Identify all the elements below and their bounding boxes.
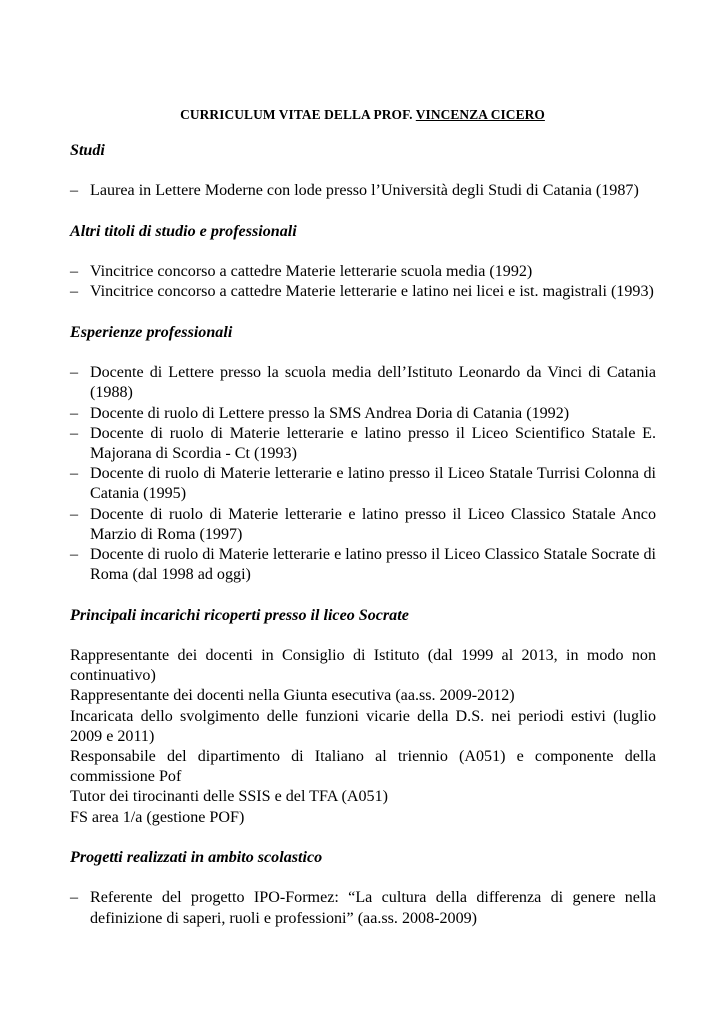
list-item-text: Docente di ruolo di Materie letterarie e latino presso il Liceo Classico Statale Anco Marzio di Roma (1997) [90, 505, 656, 543]
title-prefix: CURRICULUM VITAE DELLA PROF. [180, 107, 416, 122]
incarico-paragraph: Responsabile del dipartimento di Italiano al triennio (A051) e componente della commissione Pof [70, 747, 656, 786]
altri-titoli-list [70, 262, 656, 302]
incarico-paragraph: Rappresentante dei docenti nella Giunta esecutiva (aa.ss. 2009-2012) [70, 687, 515, 705]
list-item-text: Docente di ruolo di Lettere presso la SMS Andrea Doria di Catania (1992) [90, 404, 570, 422]
list-item-text: Docente di ruolo di Materie letterarie e latino presso il Liceo Scientifico Statale E. Majorana di Scordia - Ct (1993) [90, 424, 656, 462]
list-item-text: Docente di ruolo di Materie letterarie e latino presso il Liceo Statale Turrisi Colonna di Catania (1995) [90, 465, 656, 503]
dash-bullet: – [70, 283, 79, 301]
dash-bullet: – [70, 182, 79, 200]
document-title [0, 107, 725, 123]
incarico-paragraph: FS area 1/a (gestione POF) [70, 808, 245, 826]
title-name: VINCENZA CICERO [415, 107, 545, 122]
section-heading-progetti: Progetti realizzati in ambito scolastico [70, 848, 323, 866]
list-item [70, 424, 656, 464]
dash-bullet: – [70, 889, 79, 907]
list-item-text: Laurea in Lettere Moderne con lode presso l’Università degli Studi di Catania (1987) [90, 182, 639, 200]
section-heading-esperienze: Esperienze professionali [70, 323, 233, 341]
incarico-paragraph: Rappresentante dei docenti in Consiglio di Istituto (dal 1999 al 2013, in modo non continuativo) [70, 646, 656, 685]
list-item [70, 888, 656, 928]
dash-bullet: – [70, 465, 79, 483]
incarico-paragraph: Tutor dei tirocinanti delle SSIS e del TFA (A051) [70, 788, 388, 806]
progetti-list [70, 888, 656, 928]
list-item [70, 181, 656, 201]
section-heading-incarichi: Principali incarichi ricoperti presso il liceo Socrate [70, 606, 409, 624]
incarichi-list [70, 646, 656, 828]
list-item-text: Docente di Lettere presso la scuola media dell’Istituto Leonardo da Vinci di Catania (1988) [90, 364, 656, 402]
section-heading-studi: Studi [70, 142, 105, 159]
list-item [70, 282, 656, 302]
incarico-paragraph: Incaricata dello svolgimento delle funzioni vicarie della D.S. nei periodi estivi (luglio 2009 e 2011) [70, 707, 656, 745]
esperienze-list [70, 363, 656, 585]
list-item-text: Docente di ruolo di Materie letterarie e latino presso il Liceo Classico Statale Socrate di Roma (dal 1998 ad oggi) [90, 545, 656, 584]
dash-bullet: – [70, 404, 79, 422]
list-item [70, 505, 656, 545]
studi-list [70, 181, 656, 201]
dash-bullet: – [70, 505, 79, 523]
document-body [70, 141, 656, 929]
list-item [70, 404, 656, 424]
list-item [70, 464, 656, 504]
section-heading-altri-titoli: Altri titoli di studio e professionali [70, 222, 297, 240]
list-item [70, 545, 656, 585]
list-item-text: Referente del progetto IPO-Formez: “La cultura della differenza di genere nella definizione di saperi, ruoli e professioni” (aa.ss. 2008-2009) [90, 889, 656, 927]
dash-bullet: – [70, 364, 79, 382]
list-item [70, 262, 656, 282]
list-item-text: Vincitrice concorso a cattedre Materie letterarie e latino nei licei e ist. magistrali (1993) [90, 283, 654, 301]
dash-bullet: – [70, 263, 79, 281]
list-item-text: Vincitrice concorso a cattedre Materie letterarie scuola media (1992) [90, 263, 533, 281]
dash-bullet: – [70, 545, 79, 563]
list-item [70, 363, 656, 403]
dash-bullet: – [70, 424, 79, 442]
